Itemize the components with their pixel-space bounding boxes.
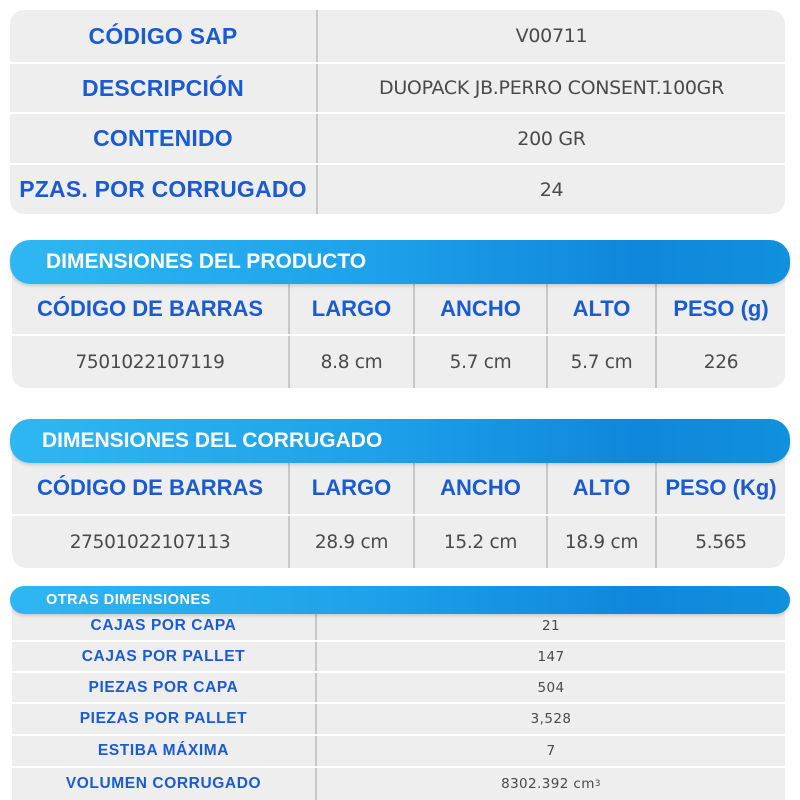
height-header: ALTO (572, 296, 631, 321)
width-value: 15.2 cm (443, 531, 518, 553)
weight-header: PESO (g) (673, 296, 769, 321)
content-value: 200 GR (517, 127, 586, 150)
length-value: 8.8 cm (320, 351, 383, 373)
pieces-per-case-value: 24 (539, 178, 564, 201)
height-header: ALTO (572, 475, 631, 500)
width-header: ANCHO (440, 475, 521, 500)
product-dimensions-table (12, 270, 785, 388)
case-volume-value: 8302.392 cm 3 (501, 776, 601, 792)
width-value: 5.7 cm (449, 351, 512, 373)
weight-value: 226 (703, 351, 739, 373)
boxes-per-pallet-label: CAJAS POR PALLET (81, 647, 246, 665)
weight-header: PESO (Kg) (665, 475, 777, 500)
barcode-value: 27501022107113 (69, 531, 231, 553)
weight-value: 5.565 (695, 531, 747, 553)
length-header: LARGO (311, 296, 392, 321)
barcode-header: CÓDIGO DE BARRAS (36, 296, 264, 321)
pieces-per-layer-value: 504 (537, 679, 565, 696)
boxes-per-pallet-value: 147 (537, 648, 565, 665)
other-dimensions-header (10, 586, 790, 614)
sap-code-value: V00711 (515, 25, 588, 47)
case-volume-label: VOLUMEN CORRUGADO (65, 775, 262, 792)
case-volume-number: 8302.392 cm (501, 776, 595, 792)
description-value: DUOPACK JB.PERRO CONSENT.100GR (379, 77, 724, 99)
case-dimensions-header (10, 419, 790, 463)
content-label: CONTENIDO (93, 125, 233, 151)
pieces-per-pallet-value: 3,528 (530, 711, 572, 727)
product-dimensions-title: DIMENSIONES DEL PRODUCTO (46, 250, 367, 273)
pieces-per-pallet-label: PIEZAS POR PALLET (79, 710, 248, 727)
height-value: 18.9 cm (564, 531, 639, 553)
width-header: ANCHO (440, 296, 521, 321)
barcode-header: CÓDIGO DE BARRAS (36, 475, 264, 500)
product-info-table (10, 10, 785, 214)
pieces-per-layer-label: PIEZAS POR CAPA (88, 678, 239, 696)
case-dimensions-title: DIMENSIONES DEL CORRUGADO (42, 429, 383, 452)
description-label: DESCRIPCIÓN (82, 74, 244, 101)
product-dimensions-header (10, 240, 790, 284)
max-stacking-value: 7 (546, 743, 556, 759)
other-dimensions-table (12, 604, 785, 800)
boxes-per-layer-value: 21 (542, 618, 560, 634)
boxes-per-layer-label: CAJAS POR CAPA (90, 617, 237, 634)
pieces-per-case-label: PZAS. POR CORRUGADO (19, 176, 307, 202)
case-dimensions-table (12, 450, 785, 568)
barcode-value: 7501022107119 (75, 351, 225, 373)
other-dimensions-title: OTRAS DIMENSIONES (46, 592, 211, 608)
max-stacking-label: ESTIBA MÁXIMA (97, 742, 230, 759)
length-value: 28.9 cm (314, 531, 389, 553)
sap-code-label: CÓDIGO SAP (88, 22, 238, 49)
height-value: 5.7 cm (570, 351, 633, 373)
length-header: LARGO (311, 475, 392, 500)
